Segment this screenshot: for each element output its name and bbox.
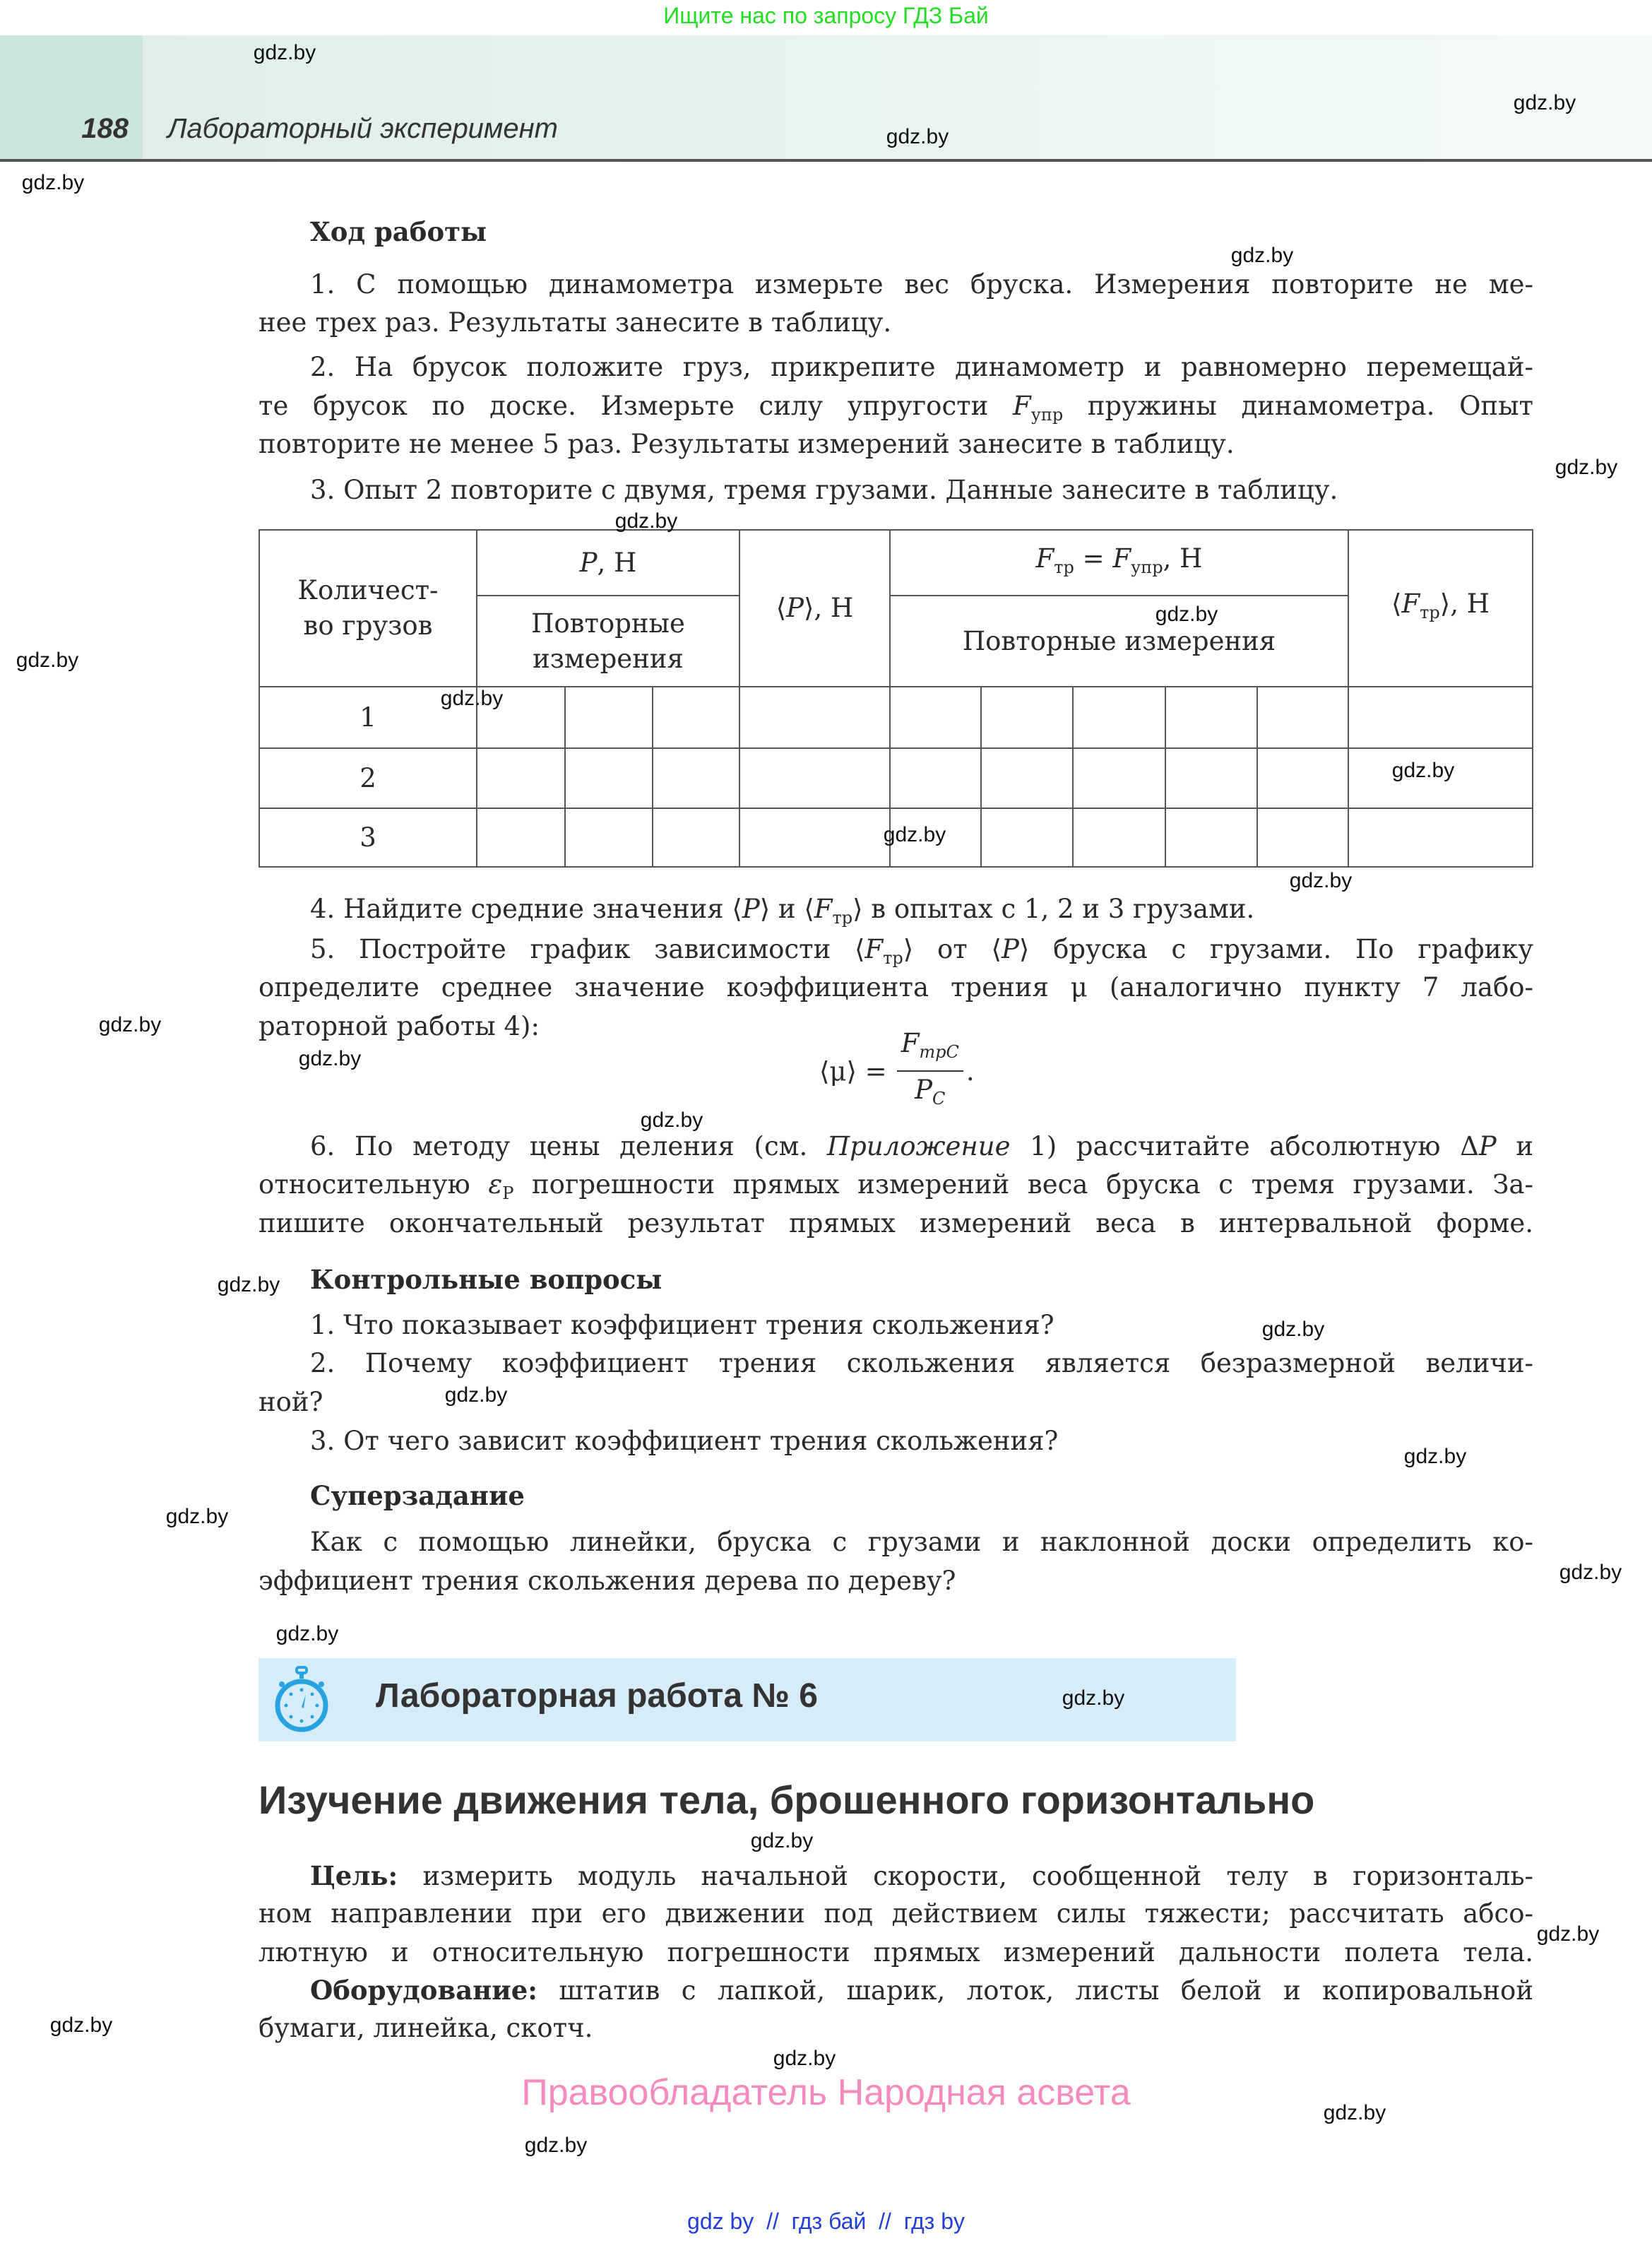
text-line: [259, 1935, 1533, 1970]
subscript: P: [502, 1183, 514, 1203]
text-segment: нее трех раз. Результаты занесите в таблицу.: [259, 307, 892, 338]
text-segment: ⟩ бруска с грузами. По графику: [1018, 934, 1533, 964]
text-line: [259, 1167, 1533, 1211]
text-segment: повторите не менее 5 раз. Результаты измерений занесите в таблицу.: [259, 429, 1235, 459]
watermark: gdz.by: [98, 1013, 162, 1036]
text-segment: штатив с лапкой, шарик, лоток, листы белой и копировальной: [537, 1975, 1533, 2006]
watermark: gdz.by: [1555, 456, 1618, 479]
text-segment: пружины динамометра. Опыт: [1063, 391, 1533, 421]
watermark: gdz.by: [1323, 2101, 1386, 2124]
empty-cell[interactable]: [1165, 687, 1257, 748]
empty-cell[interactable]: [1073, 748, 1165, 808]
italic-symbol: P: [1478, 1131, 1497, 1161]
empty-cell[interactable]: [653, 808, 739, 867]
stopwatch-icon: [273, 1666, 330, 1734]
watermark: gdz.by: [217, 1273, 280, 1296]
friction-coefficient-formula: ⟨μ⟩ = $\frac{F_{трC}}{P_C}$ .: [819, 1028, 975, 1114]
italic-symbol: F: [814, 894, 833, 924]
text-segment: пишите окончательный результат прямых измерений веса в интервальной форме.: [259, 1208, 1533, 1238]
empty-cell[interactable]: [565, 748, 653, 808]
empty-cell[interactable]: [1257, 687, 1348, 748]
text-line: [310, 267, 1533, 302]
text-line: [259, 427, 1533, 462]
text-line: [259, 1563, 1533, 1599]
text-line: [310, 1308, 1533, 1343]
bold-text: Ход работы: [310, 216, 487, 247]
text-segment: 2. Почему коэффициент трения скольжения является безразмерной величи-: [310, 1348, 1533, 1378]
header-weight-repeats: Повторные измерения: [477, 596, 739, 687]
empty-cell[interactable]: [1348, 687, 1533, 748]
text-segment: 3. От чего зависит коэффициент трения скольжения?: [310, 1426, 1059, 1456]
bold-text: Контрольные вопросы: [310, 1264, 662, 1295]
watermark: gdz.by: [1261, 1318, 1325, 1341]
watermark: gdz.by: [440, 687, 504, 710]
text-line: [310, 1262, 1533, 1298]
watermark: gdz.by: [165, 1505, 229, 1528]
footer-links[interactable]: gdz by // гдз бай // гдз by: [687, 2209, 965, 2234]
text-segment: те брусок по доске. Измерьте силу упругости: [259, 391, 1014, 421]
text-segment: 3. Опыт 2 повторите с двумя, тремя грузами. Данные занесите в таблицу.: [310, 475, 1338, 505]
watermark: gdz.by: [614, 509, 678, 533]
watermark: gdz.by: [1559, 1561, 1622, 1584]
watermark: gdz.by: [1391, 759, 1455, 782]
row-load-count: 3: [259, 808, 477, 867]
watermark: gdz.by: [1230, 244, 1294, 267]
text-line: [310, 1346, 1533, 1381]
italic-symbol: P: [1001, 934, 1019, 964]
text-line: [310, 214, 1533, 250]
text-line: [310, 473, 1533, 508]
watermark: gdz.by: [253, 41, 316, 64]
text-line: [310, 1129, 1533, 1164]
text-segment: 5. Постройте график зависимости ⟨: [310, 934, 865, 964]
empty-cell[interactable]: [653, 687, 739, 748]
subscript: тр: [883, 948, 903, 968]
watermark: gdz.by: [773, 2047, 836, 2070]
bold-text: Оборудование:: [310, 1975, 537, 2006]
watermark: gdz.by: [275, 1622, 339, 1645]
empty-cell[interactable]: [739, 748, 890, 808]
text-segment: ⟩ и ⟨: [759, 894, 814, 924]
bold-text: Суперзадание: [310, 1480, 525, 1511]
header-force-repeats: Повторные измерения: [890, 596, 1348, 687]
text-segment: 6. По методу цены деления (см.: [310, 1131, 827, 1161]
watermark: gdz.by: [298, 1047, 362, 1070]
text-line: [259, 970, 1533, 1005]
text-segment: 1. С помощью динамометра измерьте вес бруска. Измерения повторите не ме-: [310, 269, 1533, 300]
lab-work-title: Лабораторная работа № 6: [376, 1677, 818, 1715]
empty-cell[interactable]: [890, 748, 981, 808]
empty-cell[interactable]: [1348, 808, 1533, 867]
empty-cell[interactable]: [1257, 808, 1348, 867]
watermark: gdz.by: [49, 2014, 113, 2037]
text-segment: 1. Что показывает коэффициент трения скольжения?: [310, 1310, 1054, 1340]
watermark: gdz.by: [1513, 91, 1576, 114]
formula-lhs: ⟨μ⟩ =: [819, 1056, 887, 1087]
watermark: gdz.by: [640, 1108, 703, 1132]
empty-cell[interactable]: [981, 808, 1073, 867]
text-line: [310, 1973, 1533, 2009]
text-segment: раторной работы 4):: [259, 1011, 540, 1041]
text-segment: 1) рассчитайте абсолютную Δ: [1010, 1131, 1479, 1161]
empty-cell[interactable]: [981, 748, 1073, 808]
italic-symbol: F: [864, 934, 884, 964]
text-line: [259, 1896, 1533, 1932]
watermark: gdz.by: [883, 823, 946, 846]
page-number: 188: [81, 113, 129, 144]
empty-cell[interactable]: [739, 687, 890, 748]
row-load-count: 1: [259, 687, 477, 748]
text-segment: 4. Найдите средние значения ⟨: [310, 894, 742, 924]
watermark: gdz.by: [444, 1383, 508, 1407]
text-line: [310, 1424, 1533, 1459]
watermark: gdz.by: [21, 171, 85, 194]
text-line: [310, 1858, 1533, 1894]
watermark: gdz.by: [1403, 1445, 1467, 1468]
text-line: [259, 389, 1533, 432]
header-divider: [0, 159, 1652, 162]
formula-fraction: $\frac{F_{трC}}{P_C}$: [897, 1028, 963, 1114]
section-title: Лабораторный эксперимент: [167, 113, 558, 144]
italic-symbol: Приложение: [826, 1131, 1011, 1161]
header-load-count: Количест- во грузов: [259, 530, 477, 687]
empty-cell[interactable]: [1073, 808, 1165, 867]
empty-cell[interactable]: [1165, 748, 1257, 808]
watermark: gdz.by: [750, 1829, 814, 1852]
text-segment: ном направлении при его движении под действием силы тяжести; рассчитать абсо-: [259, 1898, 1533, 1929]
empty-cell[interactable]: [739, 808, 890, 867]
subscript: упр: [1030, 405, 1064, 425]
text-segment: ной?: [259, 1387, 323, 1417]
empty-cell[interactable]: [1165, 808, 1257, 867]
text-line: [259, 305, 1533, 341]
empty-cell[interactable]: [565, 687, 653, 748]
watermark: gdz.by: [1062, 1686, 1125, 1710]
watermark: gdz.by: [1155, 603, 1218, 626]
text-line: [310, 892, 1533, 935]
watermark: gdz.by: [524, 2134, 588, 2157]
text-line: [259, 2011, 1533, 2046]
watermark: gdz.by: [16, 649, 79, 672]
italic-symbol: ε: [488, 1169, 503, 1200]
header-weight: P, Н: [477, 530, 739, 596]
text-line: [310, 350, 1533, 385]
empty-cell[interactable]: [477, 748, 565, 808]
empty-cell[interactable]: [1073, 687, 1165, 748]
text-segment: бумаги, линейка, скотч.: [259, 2013, 593, 2043]
empty-cell[interactable]: [477, 808, 565, 867]
table-row: [259, 748, 1533, 808]
bold-text: Цель:: [310, 1860, 398, 1891]
text-segment: ⟩ в опытах с 1, 2 и 3 грузами.: [852, 894, 1255, 924]
header-weight-mean: ⟨P⟩, Н: [739, 530, 890, 687]
text-line: [259, 1206, 1533, 1241]
text-segment: погрешности прямых измерений веса бруска с тремя грузами. За-: [513, 1169, 1533, 1200]
watermark: gdz.by: [1289, 869, 1353, 892]
text-segment: 2. На брусок положите груз, прикрепите динамометр и равномерно перемещай-: [310, 352, 1533, 382]
empty-cell[interactable]: [653, 748, 739, 808]
text-segment: эффициент трения скольжения дерева по дереву?: [259, 1566, 956, 1596]
copyright-notice: Правообладатель Народная асвета: [521, 2072, 1131, 2113]
watermark: gdz.by: [886, 125, 949, 148]
text-segment: лютную и относительную погрешности прямых измерений дальности полета тела.: [259, 1937, 1533, 1968]
text-segment: и: [1496, 1131, 1533, 1161]
italic-symbol: P: [742, 894, 760, 924]
lab-work-subtitle: Изучение движения тела, брошенного горизонтально: [259, 1778, 1315, 1822]
text-segment: ⟩ от ⟨: [903, 934, 1002, 964]
text-segment: Как с помощью линейки, бруска с грузами и наклонной доски определить ко-: [310, 1527, 1533, 1557]
text-line: [310, 1525, 1533, 1560]
text-line: [310, 1478, 1533, 1514]
watermark: gdz.by: [1536, 1922, 1600, 1946]
header-friction-mean: $⟨F_{тр}⟩$, Н: [1348, 530, 1533, 687]
text-segment: определите среднее значение коэффициента трения μ (аналогично пункту 7 лабо-: [259, 972, 1533, 1003]
empty-cell[interactable]: [890, 687, 981, 748]
text-segment: измерить модуль начальной скорости, сообщенной телу в горизонталь-: [398, 1861, 1533, 1891]
text-line: [310, 932, 1533, 976]
empty-cell[interactable]: [1257, 748, 1348, 808]
row-load-count: 2: [259, 748, 477, 808]
subscript: тр: [832, 908, 853, 928]
empty-cell[interactable]: [565, 808, 653, 867]
header-friction-force: $F_{тр} = F_{упр}$, Н: [890, 530, 1348, 596]
empty-cell[interactable]: [981, 687, 1073, 748]
text-segment: относительную: [259, 1169, 489, 1200]
italic-symbol: F: [1013, 391, 1031, 421]
search-banner[interactable]: Ищите нас по запросу ГДЗ Бай: [663, 3, 989, 28]
